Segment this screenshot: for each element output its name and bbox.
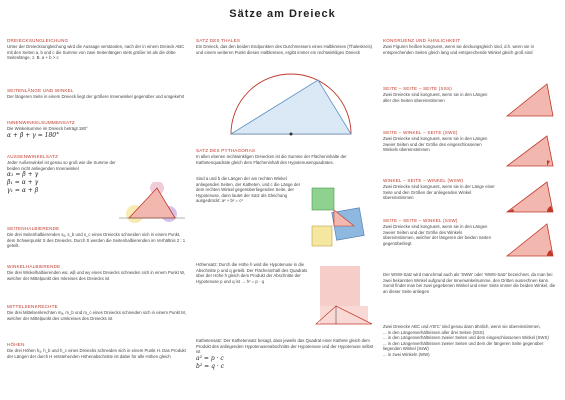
text: Die Winkelsumme im Dreieck beträgt 180° <box>7 126 88 131</box>
heading: MITTELSENKRECHTE <box>7 304 58 309</box>
text: Der längeren Seite in einem Dreieck liegt der größere Innenwinkel gegenüber und umgekehrt <box>7 94 185 99</box>
section-thales <box>196 38 376 55</box>
text: Höhensatz: Durch die Höhe h wird die Hypotenuse in die Abschnitte p und q geteilt. Der Flächeninhalt des Quadrats über der Höhe h gleich dem Produkt der Abschnitte der Hypotenuse p und q ist → h² = p · q <box>196 262 308 284</box>
heading: KONGRUENZ UND ÄHNLICHKEIT <box>383 38 461 43</box>
section-innenwinkelsumme <box>7 120 188 140</box>
formula: α + β + γ = 180° <box>7 131 60 139</box>
text: Jeder Außenwinkel ist genau so groß wie die Summe der beiden nicht anliegenden Innenwinkel <box>7 160 116 171</box>
list-item: ... in den Längenverhältnissen aller drei Seiten (SSS) <box>383 329 485 335</box>
list-item: ... in zwei Winkeln (WW) <box>383 351 430 357</box>
heading: SATZ DES PYTHAGORAS <box>196 148 256 153</box>
text: Die drei Winkelhalbierenden wα, wβ und wγ eines Dreiecks schneiden sich in einem Punkt W, welcher der Mittelpunkt des Inkreises des Dreiecks ist <box>7 270 186 281</box>
text: Zwei Dreiecke ABC und A'B'C' sind genau dann ähnlich, wenn sie übereinstimmen, <box>383 324 541 329</box>
pythagoras-diagram <box>308 186 374 252</box>
heading: AUSSENWINKELSATZ <box>7 154 59 159</box>
section-seitenhalbierende <box>7 226 188 249</box>
formula-1: α₁ = β + γ <box>7 171 39 179</box>
text: Zwei Dreiecke sind kongruent, wenn sie in den Längen aller drei Seiten übereinstimmen <box>383 92 488 103</box>
sss-triangle <box>503 80 557 120</box>
hoehensatz-diagram <box>314 264 374 334</box>
heading: SEITE – WINKEL – SEITE (SWS) <box>383 130 458 135</box>
section-sss <box>383 86 495 103</box>
section-ssw <box>383 218 495 246</box>
section-wsw <box>383 178 495 201</box>
heading: INNENWINKELSUMMENSATZ <box>7 120 75 125</box>
section-mittelsenkrechte <box>7 304 188 321</box>
text: Zwei Dreiecke sind kongruent, wenn sie in den Längen zweier Seiten und der Größe des Winkels übereinstimmen, welcher der längeren der beiden Seiten gegenüberliegt <box>383 224 491 246</box>
text: Zwei Dreiecke sind kongruent, wenn sie in der Länge einer Seite und den Größen der anliegenden Winkel übereinstimmen <box>383 184 495 201</box>
formula-3: γ₁ = α + β <box>7 187 39 195</box>
formula-2: β₁ = α + γ <box>7 179 39 187</box>
text: Die drei Mittelsenkrechten mₐ, m_b und m_c eines Dreiecks schneiden sich in einem Punkt M, welcher der Mittelpunkt des Umkreises des Dreiecks ist <box>7 310 187 321</box>
heading: SEITENHALBIERENDE <box>7 226 60 231</box>
section-pythagoras <box>196 148 376 165</box>
formula-1: a² = p · c <box>196 354 224 362</box>
section-aussenwinkelsatz <box>7 154 117 195</box>
section-kathetensatz <box>196 338 376 371</box>
text: Unter der Dreiecksungleichung wird die Aussage verstanden, nach der in einem Dreieck ABC mit den Seiten a, b und c die Summe von zwei Seitenlängen stets größer ist als die dritte Seitenlänge, z. B. a + b > c <box>7 44 185 61</box>
section-aehnlichkeit <box>383 324 559 358</box>
section-wsw-note <box>383 272 559 294</box>
section-seitenlaenge-winkel <box>7 88 188 100</box>
section-hoehen <box>7 342 188 359</box>
heading: SATZ DES THALES <box>196 38 241 43</box>
section-winkelhalbierende <box>7 264 188 281</box>
heading: SEITE – SEITE – WINKEL (SSW) <box>383 218 458 223</box>
ssw-triangle <box>503 220 557 260</box>
text: Der WSW-Satz wird manchmal auch als 'SWW' oder 'WWS-Satz' bezeichnet, da man bei zwei bekannten Winkel aufgrund der Innenwinkelsumme, den Dritten ausrechnen kann. Somit findet man bei zwei gegebenen Winkel und einer Seite immer die beiden Winkel, die an dieser Seite anliegen <box>383 272 556 294</box>
heading: HÖHEN <box>7 342 25 347</box>
text: Zwei Figuren heißen kongruent, wenn sie deckungsgleich sind, d.h. wenn sie in entsprechenden Seiten gleich lang und entsprechende Winkel gleich groß sind <box>383 44 534 55</box>
text: Sind a und b die Längen der am rechten Winkel anliegenden Seiten, der Katheten, und c die Länge der dem rechten Winkel gegenüberliegenden Seite, der Hypotenuse, dann lautet der Satz als Gleichung ausgedrückt: a² + b² = c² <box>196 176 301 204</box>
exterior-angle-diagram <box>117 182 187 230</box>
heading: WINKELHALBIERENDE <box>7 264 61 269</box>
text: Kathetensatz: Der Kathetensatz besagt, dass jeweils das Quadrat einer Kathete gleich dem Produkt des anliegenden Hypotenusenabschnitts der Hypotenuse und der Hypotenuse selbst ist <box>196 338 374 355</box>
thales-diagram <box>226 68 356 140</box>
heading: WINKEL – SEITE – WINKEL (WSW) <box>383 178 464 183</box>
text: Zwei Dreiecke sind kongruent, wenn sie in den Längen zweier Seiten und der Größe des eingeschlossenen Winkels übereinstimmen <box>383 136 488 153</box>
wsw-triangle <box>503 178 557 216</box>
section-kongruenz <box>383 38 559 55</box>
text: In allen ebenen rechtwinkligen Dreiecken ist die Summe der Flächeninhalte der Kathetenquadrate gleich dem Flächeninhalt des Hypotenusenquadrates. <box>196 154 347 165</box>
list-item: ... in den Längenverhältnissen zweier Seiten und dem der längeren Seite gegenüber liegenden Winkel (SsW) <box>383 340 544 352</box>
text: Die drei Höhen hₐ, h_b und h_c eines Dreiecks schneiden sich in einem Punkt H. Das Produkt der Längen der durch H entstehenden Höhenabschnitte ist dabei für alle Höhen gleich <box>7 348 186 359</box>
section-hoehensatz <box>196 262 308 284</box>
list-item: ... in den Längenverhältnissen zweier Seiten und dem eingeschlossenen Winkel (SWS) <box>383 335 549 341</box>
section-dreiecksungleichung <box>7 38 188 61</box>
formula-2: b² = q · c <box>196 362 225 370</box>
text: Ein Dreieck, das den beiden Endpunkten des Durchmessers eines Halbkreises (Thaleskreis) und einem weiteren Punkt dieses Halbkreises, ergibt immer ein rechtwinkliges Dreieck <box>196 44 373 55</box>
heading: SEITENLÄNGE UND WINKEL <box>7 88 74 93</box>
page-title: Sätze am Dreieck <box>229 8 336 20</box>
heading: DREIECKSUNGLEICHUNG <box>7 38 69 43</box>
sws-triangle <box>503 132 557 170</box>
text: Die drei Seitenhalbierenden sₐ, s_b und s_c eines Dreiecks schneiden sich in einem Punkt, dem Schwerpunkt S des Dreiecks. Durch S werden die Seitenhalbierenden im Verhältnis 2 : 1 geteilt. <box>7 232 186 249</box>
section-pythagoras-detail <box>196 176 306 204</box>
heading: SEITE – SEITE – SEITE (SSS) <box>383 86 452 91</box>
section-sws <box>383 130 495 153</box>
